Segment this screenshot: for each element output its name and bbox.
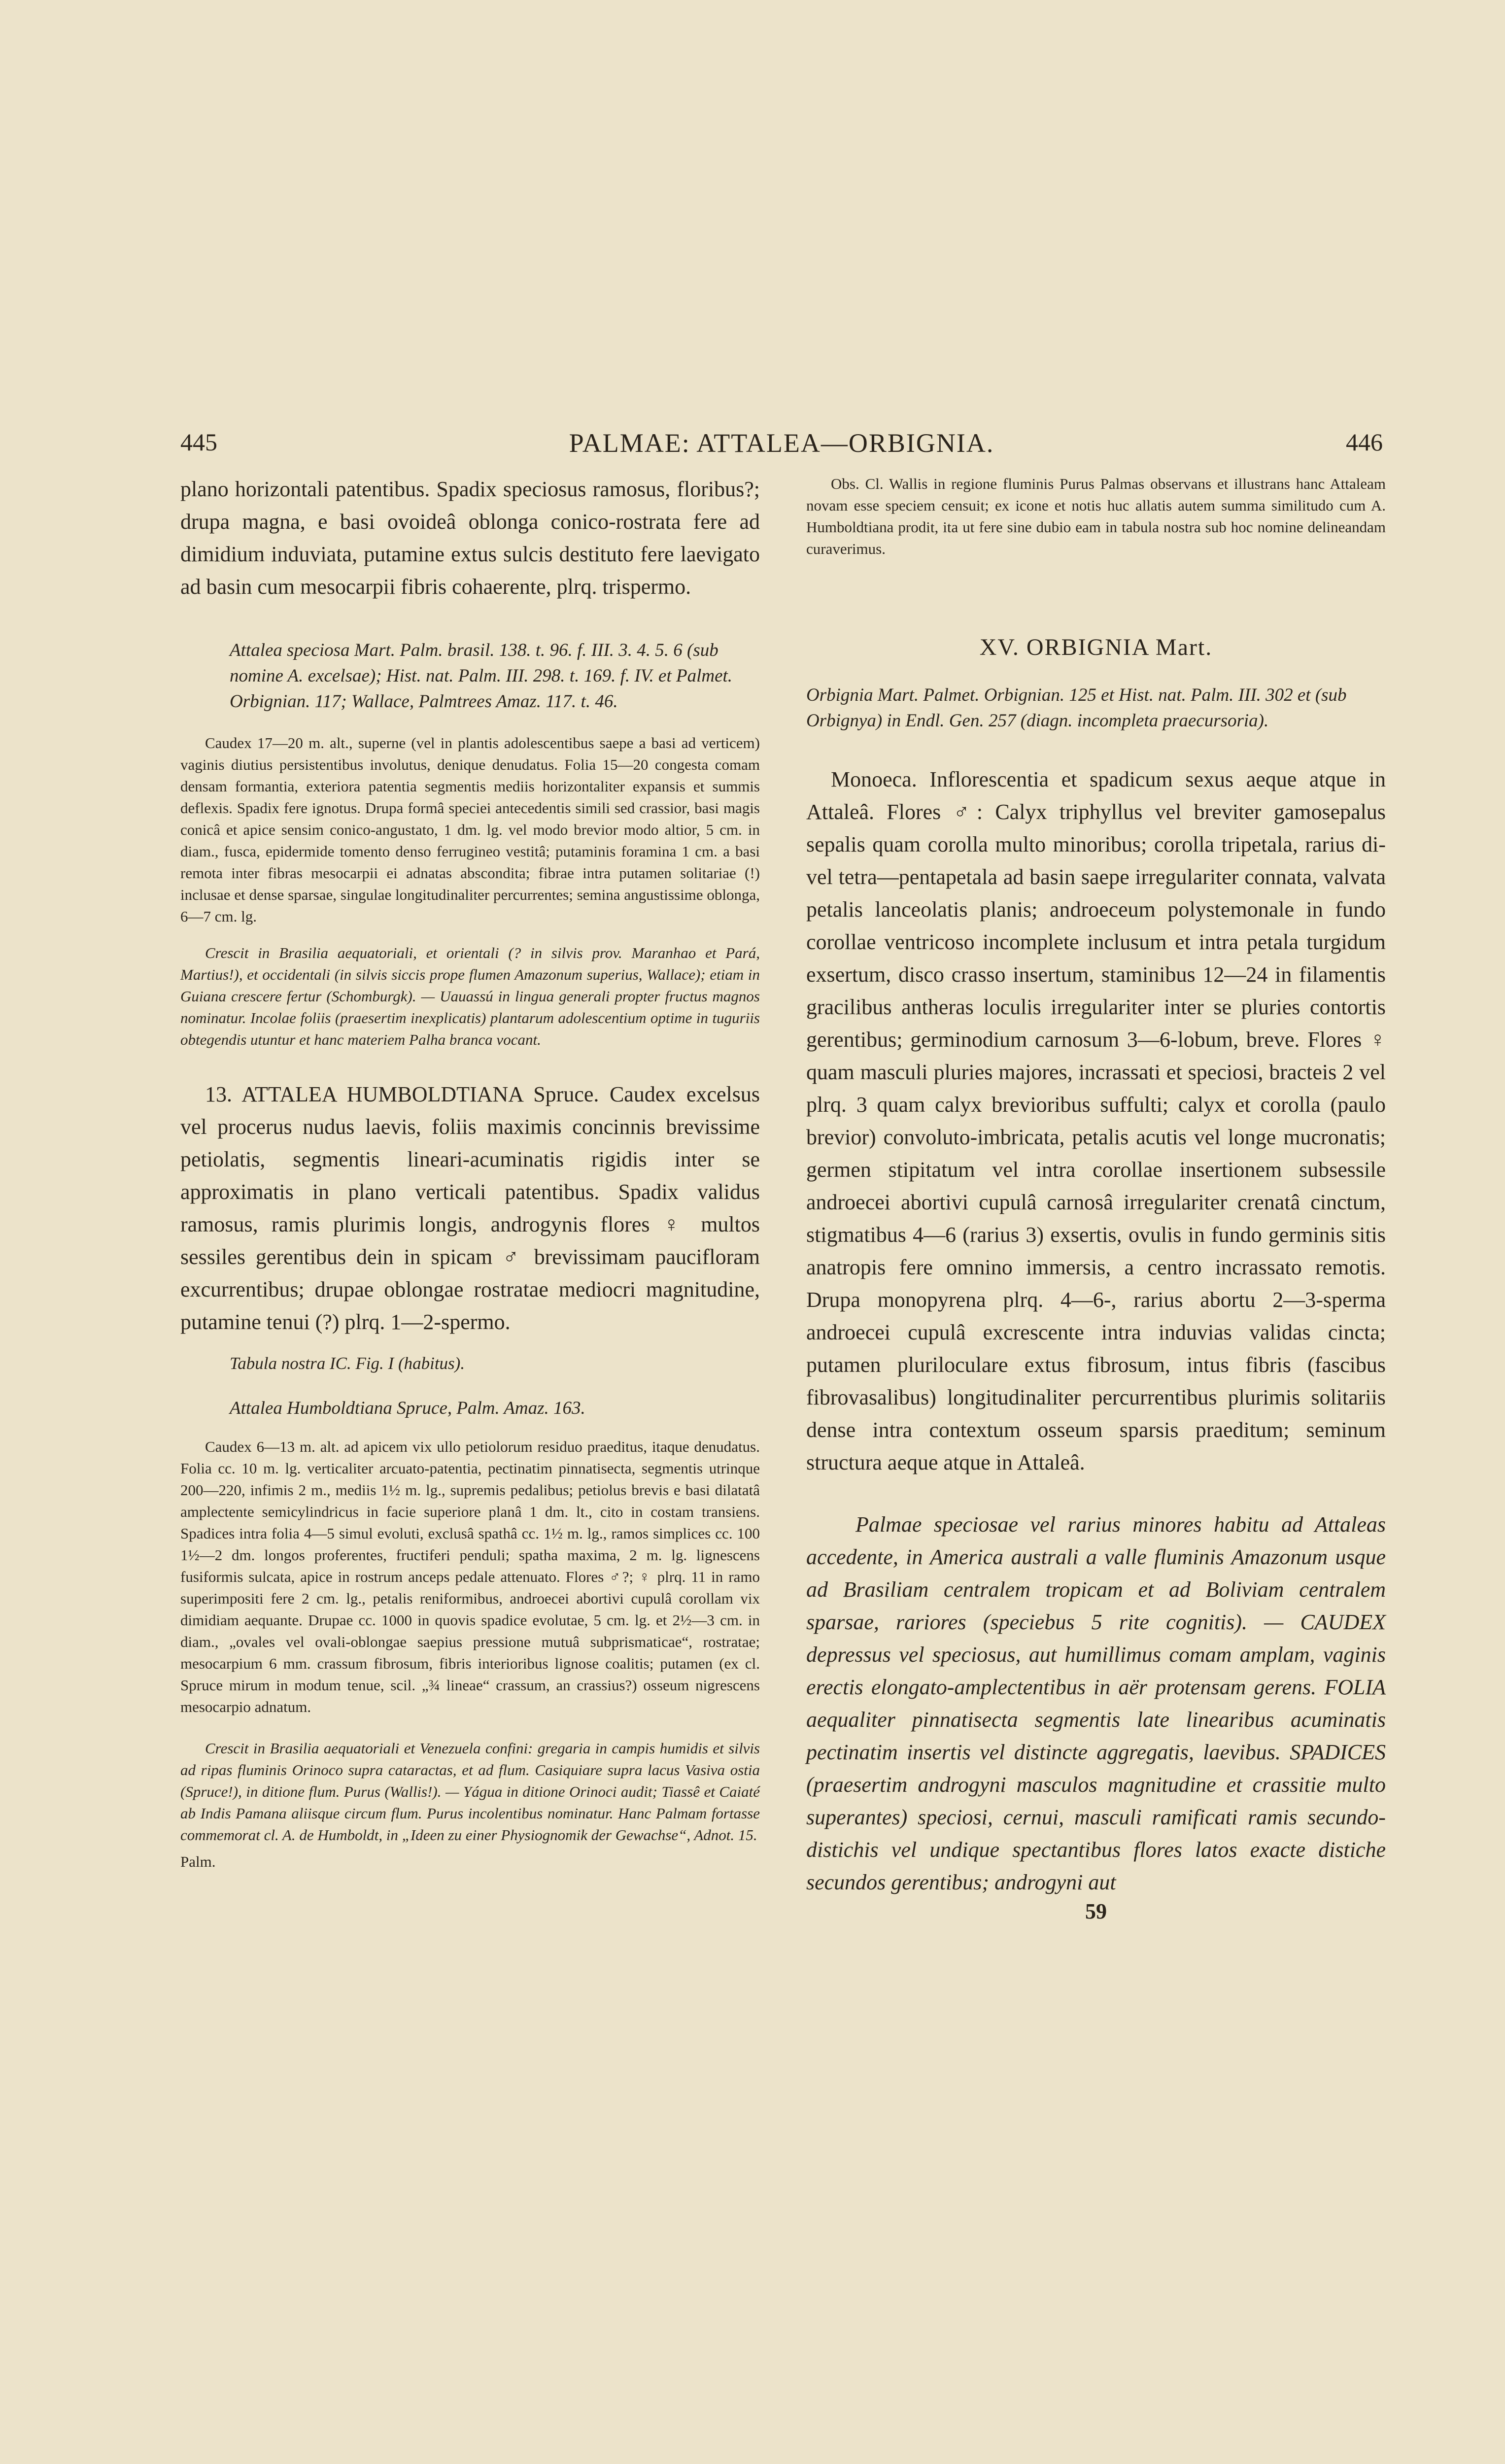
species-13-detail: Caudex 6—13 m. alt. ad apicem vix ullo petiolorum residuo praeditus, itaque denudatus. Folia cc. 10 m. lg. verticaliter arcuato-patentia, pectinatim pinnatisecta, segmentis utrinque 200—220, infimis 2 m., mediis 1½ m. lg., supremis pedalibus; petiolus brevis e basi dilatatâ amplectente semicylindricus in facie superiore planâ 1 dm. lt., cito in costam transiens. Spadices intra folia 4—5 simul evoluti, exclusâ spathâ cc. 1½ m. lg., ramos simplices cc. 100 1½—2 dm. longos proferentes, fructiferi penduli; spatha maxima, 2 m. lg. lignescens fusiformis sulcata, apice in rostrum anceps pedale attenuato. Flores ♂?; ♀ plrq. 11 in ramo superimpositi fere 2 cm. lg., petalis reniformibus, androecei abortivi cupulâ corollam vix dimidiam aequante. Drupae cc. 1000 in quovis spadice evolutae, 5 cm. lg. et 2½—3 cm. in diam., „ovales vel ovali-oblongae saepius pressione mutuâ subprismaticae“, rostratae; mesocarpium 6 mm. crassum fibrosum, fibris interioribus lignose coalitis; putamen (ex cl. Spruce mirum in modum tenue, scil. „¾ lineae“ crassum, an crassius?) osseum nigrescens mesocarpio adnatum. (180, 1438, 760, 1715)
left-column (180, 473, 760, 1873)
right-column (806, 473, 1386, 1924)
genus-description: Monoeca. Inflorescentia et spadicum sexus aeque atque in Attaleâ. Flores ♂: Calyx triphyllus vel breviter gamosepalus sepalis quam corolla multo minoribus; corolla tripetala, rarius di- vel tetra—pentapetala ad basin saepe irregulariter connata, valvata petalis lanceolatis planis; androeceum polystemonale in fundo corollae ventricoso incomplete inclusum et intra petala turgidum exsertum, disco crasso insertum, staminibus 12—24 in filamentis gracilibus antheras loculis irregulariter inter se pluries contortis gerentibus; germinodium carnosum 3—6-lobum, breve. Flores ♀ quam masculi pluries majores, incrassati et speciosi, bracteis 2 vel plrq. 3 quam calyx brevioribus suffulti; calyx et corolla (paulo brevior) convoluto-imbricata, petalis acutis vel longe mucronatis; germen stipitatum vel intra corollae insertionem subsessile androecei abortivi cupulâ carnosâ irregulariter crenatâ cinctum, stigmatibus 4—6 (rarius 3) exsertis, ovulis in fundo germinis sitis anatropis fere omnino immersis, a centro incrassato remotis. Drupa monopyrena plrq. 4—6-, rarius abortu 2—3-sperma androecei cupulâ excrescente intra induvias validas cincta; putamen pluriloculare extus fibrosum, intus fibris (fascibus fibrovasalibus) longitudinaliter percurrentibus plurimis solitariis dense intra contextum osseum sparsis praeditum; seminum structura aeque atque in Attaleâ. (806, 767, 1386, 1474)
species-detail: Caudex 17—20 m. alt., superne (vel in plantis adolescentibus saepe a basi ad verticem) vaginis diutius persistentibus involutus, denique denudatus. Folia 15—20 congesta comam densam formantia, exteriora patentia segmentis mediis horizontaliter expansis et summis deflexis. Spadix fere ignotus. Drupa formâ speciei antecedentis simili sed crassior, basi magis conicâ et apice sensim conico-angustato, 1 dm. lg. vel modo brevior modo altior, 5 cm. in diam., fusca, epidermide tomento denso ferrugineo vestitâ; putaminis foramina 1 cm. a basi remota inter fibras mesocarpii ei adnatas abscondita; fibrae intra putamen solitariae (!) inclusae et dense sparsae, singulae longitudinaliter percurrentes; semina angustissime oblonga, 6—7 cm. lg. (180, 734, 760, 925)
genus-overview: Palmae speciosae vel rarius minores habitu ad Attaleas accedente, in America australi a valle fluminis Amazonum usque ad Brasiliam centralem tropicam et ad Boliviam centralem sparsae, rariores (speciebus 5 rite cognitis). — CAUDEX depressus vel speciosus, aut humillimus comam amplam, vaginis erectis elongato-amplectentibus in aër protensam gerens. FOLIA aequaliter pinnatisecta segmentis late linearibus acuminatis pectinatim insertis vel distincte aggregatis, laevibus. SPADICES (praesertim androgyni masculos magnitudine et crassitie multo superantes) speciosi, cernui, masculi ramificati ramis secundo-distichis vel undique spectantibus flores latos exacte distiche secundos gerentibus; androgyni aut (806, 1512, 1386, 1894)
genus-citation: Orbignia Mart. Palmet. Orbignian. 125 et Hist. nat. Palm. III. 302 et (sub Orbignya) in Endl. Gen. 257 (diagn. incompleta praecursoria). (806, 685, 1347, 731)
page-number-left: 445 (180, 428, 217, 456)
species-13-description: 13. ATTALEA HUMBOLDTIANA Spruce. Caudex excelsus vel procerus nudus laevis, foliis maximis concinnis brevissime petiolatis, segmentis lineari-acuminatis rigidis inter se approximatis in plano verticali patentibus. Spadix validus ramosus, ramis plurimis longis, androgynis flores ♀ multos sessiles gerentibus dein in spicam ♂ brevissimam paucifloram excurrentibus; drupae oblongae rostratae mediocri magnitudine, putamine tenui (?) plrq. 1—2-spermo. (180, 1082, 760, 1334)
genus-heading: XV. ORBIGNIA Mart. (979, 634, 1213, 660)
running-title: PALMAE: ATTALEA—ORBIGNIA. (569, 428, 994, 458)
species-description-continued: plano horizontali patentibus. Spadix speciosus ramosus, floribus?; drupa magna, e basi ovoideâ oblonga conico-rostrata fere ad dimidium induviata, putamine extus sulcis destituto fere laevigato ad basin cum mesocarpii fibris cohaerente, plrq. trispermo. (180, 477, 760, 599)
species-citation: Attalea speciosa Mart. Palm. brasil. 138. t. 96. f. III. 3. 4. 5. 6 (sub nomine A. excelsae); Hist. nat. Palm. III. 298. t. 169. f. IV. et Palmet. Orbignian. 117; Wallace, Palmtrees Amaz. 117. t. 46. (230, 640, 733, 712)
footer-signature-left: Palm. (180, 1853, 216, 1870)
species-13-distribution: Crescit in Brasilia aequatoriali et Venezuela confini: gregaria in campis humidis et silvis ad ripas fluminis Orinoco supra cataractas, et ad flum. Casiquiare supra lacus Vasiva ostia (Spruce!), in ditione flum. Purus (Wallis!). — Yágua in ditione Orinoci audit; Tiassê et Caiaté ab Indis Pamana aliisque circum flum. Purus incolentibus nominatur. Hanc Palmam fortasse commemorat cl. A. de Humboldt, in „Ideen zu einer Physiognomik der Gewachse“, Adnot. 15. (180, 1740, 760, 1844)
species-13-citation: Attalea Humboldtiana Spruce, Palm. Amaz. 163. (230, 1398, 585, 1418)
signature-mark: 59 (1085, 1899, 1107, 1923)
page-header (180, 428, 1383, 467)
plate-reference: Tabula nostra IC. Fig. I (habitus). (230, 1354, 465, 1373)
species-distribution: Crescit in Brasilia aequatoriali, et orientali (? in silvis prov. Maranhao et Pará, Martius!), et occidentali (in silvis siccis prope flumen Amazonum superius, Wallace); etiam in Guiana crescere fertur (Schomburgk). — Uauassú in lingua generali propter fructus magnos nominatur. Incolae foliis (praesertim inexplicatis) plantarum adolescentium optime in tuguriis obtegendis utuntur et hanc materiem Palha branca vocant. (180, 944, 760, 1048)
observation-note: Obs. Cl. Wallis in regione fluminis Purus Palmas observans et illustrans hanc Attaleam novam esse speciem censuit; ex icone et notis huc allatis autem summa similitudo cum A. Humboldtiana prodit, ita ut fere sine dubio eam in tabula nostra sub hoc nomine delineandam curaverimus. (806, 475, 1386, 557)
page-number-right: 446 (1346, 428, 1383, 456)
